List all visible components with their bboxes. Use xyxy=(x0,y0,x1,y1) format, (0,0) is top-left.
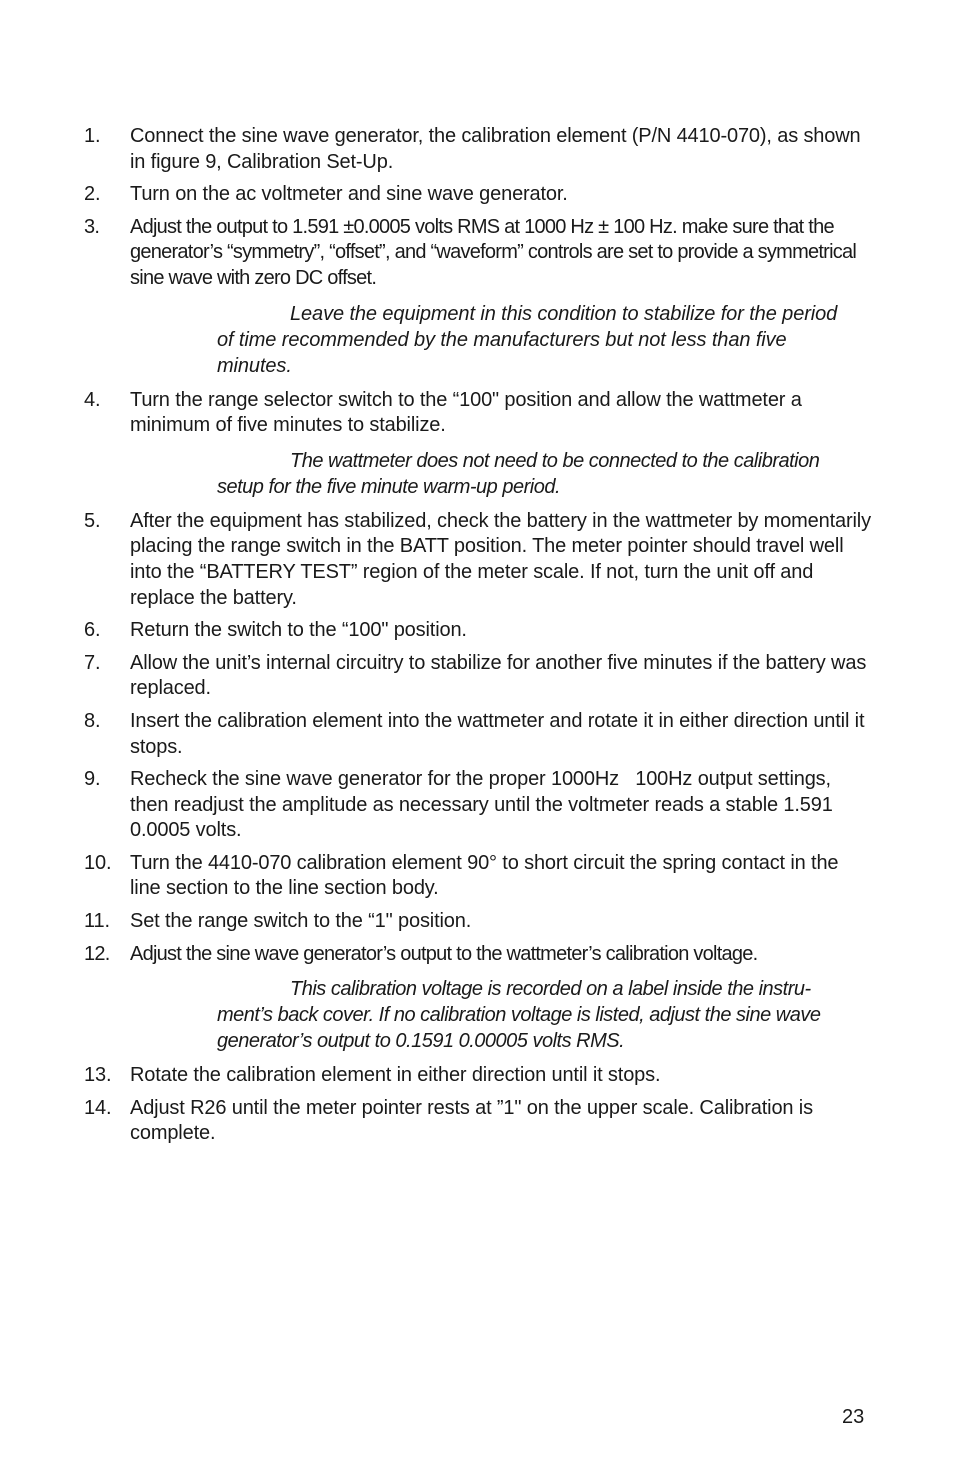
step-number: 10. xyxy=(84,851,112,874)
step-text: Insert the calibration element into the wattmeter and rotate it in either direction until it stops. xyxy=(130,709,865,758)
step-1 xyxy=(84,124,874,175)
step-4 xyxy=(84,388,874,439)
step-number: 13. xyxy=(84,1064,112,1087)
step-13 xyxy=(84,1063,874,1089)
step-text: Recheck the sine wave generator for the proper 1000Hz 100Hz output settings, then readjust the amplitude as necessary until the voltmeter reads a stable 1.591 0.0005 volts. xyxy=(130,768,855,842)
step-8 xyxy=(84,709,874,760)
step-number: 1. xyxy=(84,125,101,147)
step-number: 5. xyxy=(84,509,101,532)
step-14 xyxy=(84,1096,874,1147)
step-number: 9. xyxy=(84,768,101,791)
step-number: 11. xyxy=(84,910,110,933)
step-text: Turn on the ac voltmeter and sine wave generator. xyxy=(130,183,568,206)
note-warm-up: The wattmeter does not need to be connected to the calibration setup for the five minute warm-up period. xyxy=(217,449,820,498)
step-number: 6. xyxy=(84,619,101,642)
step-number: 3. xyxy=(84,215,100,238)
page-number: 23 xyxy=(842,1406,865,1428)
step-5 xyxy=(84,509,874,611)
step-number: 8. xyxy=(84,709,101,732)
step-number: 12. xyxy=(84,942,110,965)
step-text: Rotate the calibration element in either direction until it stops. xyxy=(130,1064,661,1087)
step-number: 14. xyxy=(84,1096,112,1119)
step-text: Connect the sine wave generator, the calibration element (P/N 4410-070), as shown in figure 9, Calibration Set-Up. xyxy=(130,125,861,173)
step-number: 4. xyxy=(84,388,101,411)
step-text: Turn the 4410-070 calibration element 90° to short circuit the spring contact in the line section to the line section body. xyxy=(130,851,839,900)
step-number: 2. xyxy=(84,183,101,206)
calibration-steps-list xyxy=(84,124,874,1154)
step-text: Turn the range selector switch to the “100" position and allow the wattmeter a minimum of five minutes to stabilize. xyxy=(130,388,802,437)
step-7 xyxy=(84,651,874,702)
step-text: Adjust R26 until the meter pointer rests at ”1" on the upper scale. Calibration is complete. xyxy=(130,1096,813,1145)
step-text: Set the range switch to the “1" position. xyxy=(130,910,472,933)
step-text: Adjust the sine wave generator’s output to the wattmeter’s calibration voltage. xyxy=(130,942,758,965)
note-calibration-voltage: This calibration voltage is recorded on a label inside the instrument’s back cover. If no calibration voltage is listed, adjust the sine wave generator’s output to 0.1591 0.00005 volts RMS. xyxy=(217,978,821,1053)
step-text: Adjust the output to 1.591 ±0.0005 volts RMS at 1000 Hz ± 100 Hz. make sure that the generator’s “symmetry”, “offset”, and “waveform” controls are set to provide a symmetrical sine wave with zero DC offset. xyxy=(130,215,857,289)
step-9 xyxy=(84,767,874,844)
step-3 xyxy=(84,215,874,292)
step-text: Return the switch to the “100" position. xyxy=(130,619,467,642)
step-12 xyxy=(84,942,874,968)
step-number: 7. xyxy=(84,651,101,674)
step-text: After the equipment has stabilized, check the battery in the wattmeter by momentarily placing the range switch in the BATT position. The meter pointer should travel well into the “BATTERY TEST” region of the meter scale. If not, turn the unit off and replace the battery. xyxy=(130,509,871,609)
step-6 xyxy=(84,618,874,644)
step-10 xyxy=(84,851,874,902)
step-2 xyxy=(84,182,874,208)
step-text: Allow the unit’s internal circuitry to stabilize for another five minutes if the battery was replaced. xyxy=(130,651,867,700)
note-stabilize: Leave the equipment in this condition to stabilize for the period of time recommended by the manufacturers but not less than five minutes. xyxy=(217,302,838,377)
step-11 xyxy=(84,909,874,935)
